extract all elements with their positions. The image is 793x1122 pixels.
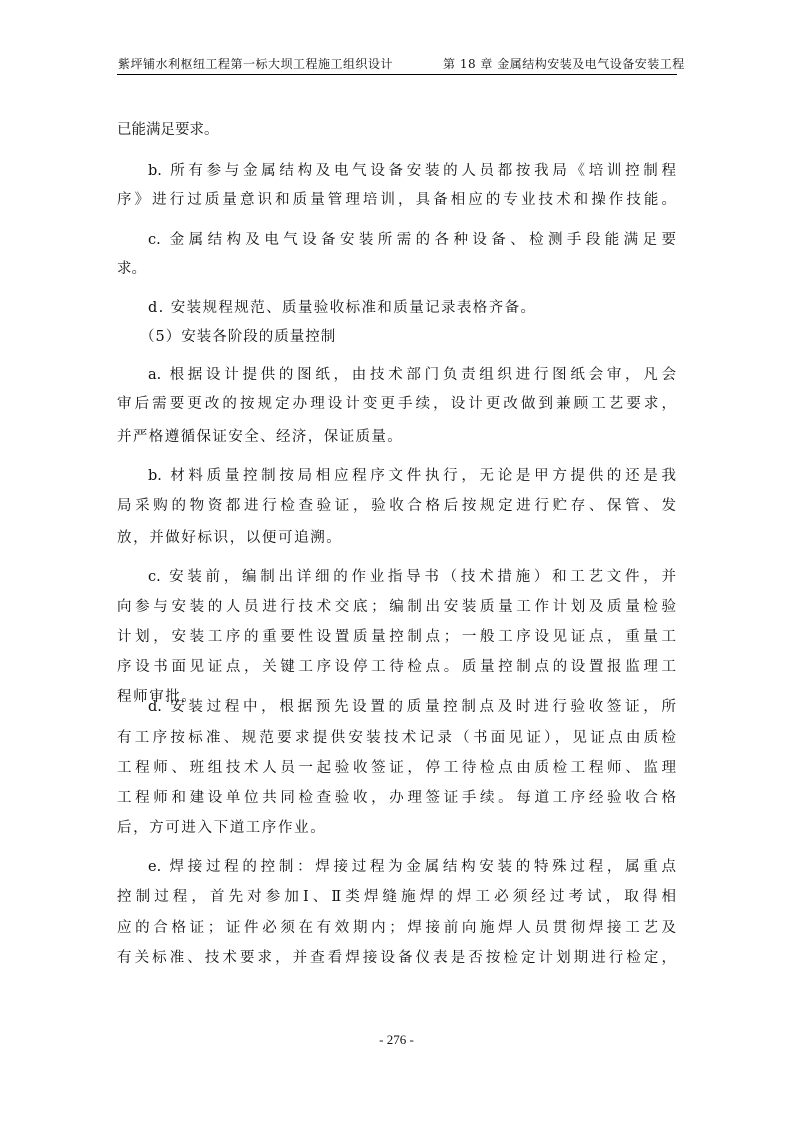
running-header-chapter: 第 18 章 金属结构安装及电气设备安装工程 — [443, 57, 685, 71]
text-line: b. 所有参与金属结构及电气设备安装的人员都按我局《培训控制程 — [148, 163, 676, 179]
text-line: 工程师、班组技术人员一起验收签证，停工待检点由质检工程师、监理 — [117, 760, 676, 776]
text-line: 向参与安装的人员进行技术交底；编制出安装质量工作计划及质量检验 — [117, 599, 676, 615]
text-line: d. 安装过程中，根据预先设置的质量控制点及时进行验收签证，所 — [148, 699, 676, 715]
running-header-title: 紫坪铺水利枢纽工程第一标大坝工程施工组织设计 — [118, 57, 394, 71]
text-line: 有工序按标准、规范要求提供安装技术记录（书面见证），见证点由质检 — [117, 730, 676, 746]
text-line: 审后需要更改的按规定办理设计变更手续，设计更改做到兼顾工艺要求， — [117, 396, 676, 412]
text-line: 序》进行过质量意识和质量管理培训，具备相应的专业技术和操作技能。 — [117, 192, 676, 208]
text-line: 已能满足要求。 — [117, 122, 219, 138]
text-line: 放，并做好标识，以便可追溯。 — [117, 530, 343, 546]
text-line: 有关标准、技术要求，并查看焊接设备仪表是否按检定计划期进行检定， — [117, 950, 676, 966]
text-line: 局采购的物资都进行检查验证，验收合格后按规定进行贮存、保管、发 — [117, 498, 676, 514]
text-line: 求。 — [117, 261, 146, 277]
text-line: 后，方可进入下道工序作业。 — [117, 820, 327, 836]
text-line: 程师审批。 — [117, 689, 198, 705]
text-line: 序设书面见证点，关键工序设停工待检点。质量控制点的设置报监理工 — [117, 659, 676, 675]
text-line: 控制过程，首先对参加Ⅰ、Ⅱ类焊缝施焊的焊工必须经过考试，取得相 — [117, 889, 676, 905]
text-line: 并严格遵循保证安全、经济，保证质量。 — [117, 429, 404, 445]
page-number: - 276 - — [379, 1032, 414, 1047]
text-line: e. 焊接过程的控制：焊接过程为金属结构安装的特殊过程，属重点 — [148, 859, 676, 875]
section-heading: （5）安装各阶段的质量控制 — [140, 329, 337, 345]
text-line: 工程师和建设单位共同检查验收，办理签证手续。每道工序经验收合格 — [117, 790, 676, 806]
text-line: d. 安装规程规范、质量验收标准和质量记录表格齐备。 — [148, 300, 537, 316]
text-line: 应的合格证；证件必须在有效期内；焊接前向施焊人员贯彻焊接工艺及 — [117, 920, 676, 936]
text-line: a. 根据设计提供的图纸，由技术部门负责组织进行图纸会审，凡会 — [148, 367, 676, 383]
text-line: 计划，安装工序的重要性设置质量控制点；一般工序设见证点，重量工 — [117, 629, 676, 645]
text-line: c. 安装前，编制出详细的作业指导书（技术措施）和工艺文件，并 — [148, 569, 676, 585]
header-rule — [117, 74, 677, 75]
text-line: c. 金属结构及电气设备安装所需的各种设备、检测手段能满足要 — [148, 232, 676, 248]
text-line: b. 材料质量控制按局相应程序文件执行，无论是甲方提供的还是我 — [148, 468, 676, 484]
